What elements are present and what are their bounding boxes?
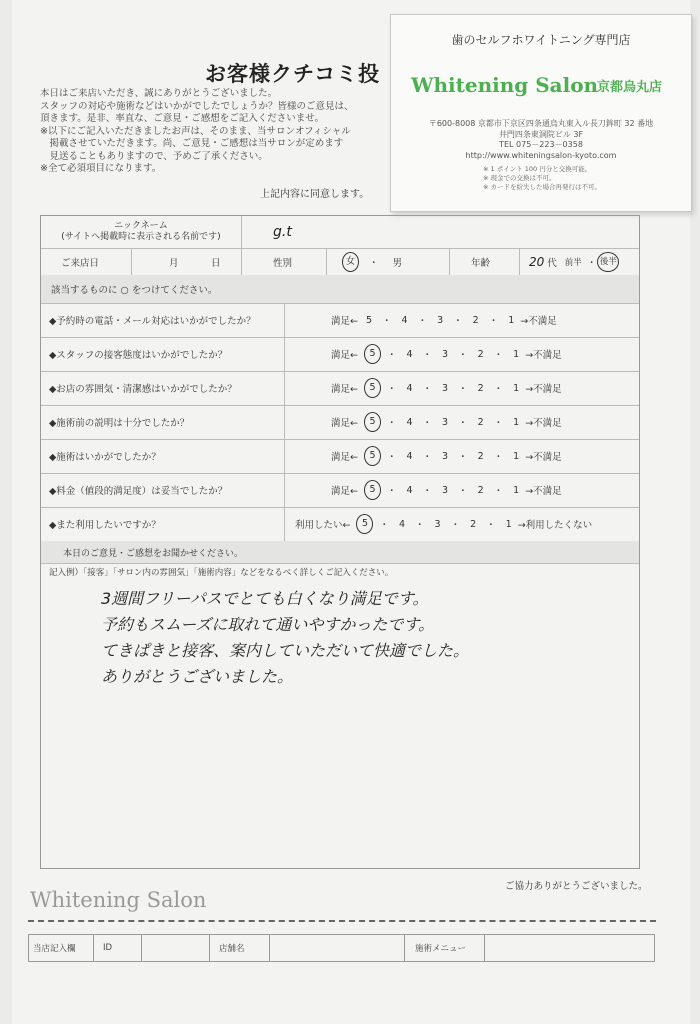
comment-field[interactable] [101, 586, 551, 690]
intro-line: ※以下にご記入いただきましたお声は、そのまま、当サロンオフィシャル [40, 125, 351, 137]
rating-5-selected[interactable]: 5 [364, 446, 381, 466]
dot: ・ [458, 452, 468, 463]
intro-line: 頂きます。是非、率直な、ご意見・ご感想をご記入くださいませ。 [40, 113, 324, 124]
menu-label: 施術メニュー [415, 944, 467, 954]
dot: ・ [458, 350, 468, 361]
dot: ・ [379, 520, 389, 531]
intro-line: 掲載させていただきます。尚、ご意見・ご感想は当サロンが定めます [40, 138, 344, 149]
dot: ・ [486, 520, 496, 531]
dot: ・ [458, 418, 468, 429]
instruction-text: 該当するものに ○ をつけてください。 [51, 285, 218, 296]
dot: ・ [453, 316, 463, 327]
revisit-5-selected[interactable]: 5 [356, 514, 373, 534]
intro-line: ※全て必須項目になります。 [40, 163, 162, 174]
scale-left: 満足← [331, 316, 358, 327]
revisit-row [41, 507, 639, 542]
footer-logo: Whitening Salon [30, 888, 207, 912]
card-address [391, 119, 691, 161]
question-label: ◆施術はいかがでしたか？ [49, 452, 161, 463]
revisit-label: ◆また利用したいですか？ [49, 520, 161, 531]
day-label: 日 [211, 257, 221, 269]
question-row [41, 473, 639, 508]
rating-scale[interactable] [331, 371, 631, 405]
entry-example: 記入例）「接客」「サロン内の雰囲気」「施術内容」などをなるべく詳しくご記入ください。 [49, 568, 394, 578]
rating-4[interactable]: 4 [406, 348, 413, 360]
dot: ・ [422, 384, 433, 395]
rating-5-selected[interactable]: 5 [364, 378, 381, 398]
dot: ・ [386, 350, 397, 361]
dot: ・ [493, 486, 504, 497]
dot: ・ [422, 452, 433, 463]
revisit-4[interactable]: 4 [398, 518, 406, 530]
scale-left: 満足← [331, 452, 358, 463]
revisit-scale[interactable] [295, 507, 592, 541]
staff-entry-table [28, 934, 655, 962]
note-line: ※ 1 ポイント 100 円分と交換可能。 [483, 165, 592, 173]
gender-sep: ・ [369, 257, 379, 269]
gender-options[interactable] [346, 248, 402, 275]
rating-4[interactable]: 4 [406, 382, 413, 394]
dot: ・ [417, 316, 428, 327]
dot: ・ [382, 316, 392, 327]
comment-line: 予約もスムーズに取れて通いやすかったです。 [101, 615, 435, 634]
visit-row [41, 248, 639, 276]
rating-2[interactable]: 2 [477, 382, 484, 394]
store-label: 店舗名 [219, 944, 245, 954]
rating-3[interactable]: 3 [442, 450, 449, 462]
age-value-group[interactable] [529, 248, 615, 275]
rating-4[interactable]: 4 [401, 314, 408, 326]
revisit-left: 利用したい← [295, 520, 351, 531]
comment-line: 3週間フリーパスでとても白くなり満足です。 [101, 589, 429, 608]
scale-left: 満足← [331, 384, 358, 395]
revisit-2[interactable]: 2 [470, 518, 477, 530]
age-early[interactable]: 前半 [564, 257, 582, 268]
question-label: ◆料金（値段的満足度）は妥当でしたか？ [49, 486, 228, 497]
scale-left: 満足← [331, 350, 358, 361]
age-value[interactable]: 20 [529, 254, 545, 269]
rating-1[interactable]: 1 [508, 314, 515, 326]
scale-left: 満足← [331, 486, 358, 497]
dot: ・ [386, 384, 397, 395]
rating-scale[interactable] [331, 439, 631, 473]
rating-2[interactable]: 2 [477, 416, 484, 428]
question-label: ◆施術前の説明は十分でしたか？ [49, 418, 190, 429]
gender-label: 性別 [273, 257, 293, 269]
nickname-sub: (サイトへ掲載時に表示される名前です) [61, 232, 221, 242]
dot: ・ [493, 452, 504, 463]
intro-text [40, 88, 390, 176]
rating-1[interactable]: 1 [513, 416, 520, 428]
comment-line: ありがとうございました。 [101, 667, 294, 686]
dot: ・ [450, 520, 461, 531]
age-sep: ・ [586, 257, 597, 269]
intro-line: 見送ることもありますので、予めご了承ください。 [40, 150, 268, 162]
card-tagline: 歯のセルフホワイトニング専門店 [451, 33, 631, 47]
card-branch: 京都烏丸店 [597, 80, 663, 95]
thanks-text: ご協力ありがとうございました。 [505, 881, 648, 892]
revisit-3[interactable]: 3 [434, 518, 441, 530]
address-line: 〒600-8008 京都市下京区四条通烏丸東入ル長刀鉾町 32 番地 [428, 119, 654, 128]
age-late[interactable]: 後半 [597, 252, 619, 272]
address-line: http://www.whiteningsalon-kyoto.com [465, 150, 617, 160]
question-row [41, 405, 639, 440]
dot: ・ [493, 350, 504, 361]
gender-female[interactable]: 女 [342, 252, 359, 272]
rating-2[interactable]: 2 [472, 314, 479, 326]
dot: ・ [458, 486, 468, 497]
nickname-row [41, 216, 639, 249]
question-row [41, 303, 639, 338]
age-unit: 代 [547, 257, 557, 269]
revisit-1[interactable]: 1 [505, 518, 512, 530]
rating-5-selected[interactable]: 5 [364, 412, 381, 432]
scale-left: 満足← [331, 418, 358, 429]
dot: ・ [422, 486, 433, 497]
scale-right: →不満足 [525, 384, 562, 395]
age-label: 年齢 [471, 257, 491, 269]
question-label: ◆予約時の電話・メール対応はいかがでしたか？ [49, 316, 256, 327]
dot: ・ [386, 486, 397, 497]
rating-scale[interactable] [331, 303, 631, 337]
question-row [41, 439, 639, 474]
id-label: ID [103, 943, 113, 953]
rating-5[interactable]: 5 [365, 314, 373, 326]
question-row [41, 371, 639, 406]
dot: ・ [386, 418, 397, 429]
rating-3[interactable]: 3 [442, 348, 449, 360]
rating-3[interactable]: 3 [442, 382, 449, 394]
question-label: ◆スタッフの接客態度はいかがでしたか？ [49, 350, 228, 361]
dot: ・ [493, 384, 504, 395]
rating-scale[interactable] [331, 405, 631, 439]
nickname-label: ニックネーム [114, 221, 168, 231]
review-form [40, 215, 640, 869]
instruction-row [41, 275, 639, 304]
dot: ・ [386, 452, 397, 463]
card-logo: Whitening Salon [411, 73, 599, 97]
intro-line: スタッフの対応や施術などはいかがでしたでしょうか？皆様のご意見は、 [40, 100, 354, 112]
scale-right: →不満足 [525, 350, 562, 361]
dot: ・ [415, 520, 425, 531]
card-notes [483, 165, 601, 192]
dot: ・ [458, 384, 468, 395]
rating-3[interactable]: 3 [437, 314, 444, 326]
rating-1[interactable]: 1 [513, 348, 520, 360]
scale-right: →不満足 [525, 452, 562, 463]
visit-label: ご来店日 [61, 257, 100, 269]
rating-1[interactable]: 1 [513, 450, 520, 462]
scale-right: →不満足 [525, 418, 562, 429]
address-line: TEL 075－223－0358 [499, 140, 583, 149]
rating-4[interactable]: 4 [406, 416, 413, 428]
note-line: ※ カードを紛失した場合再発行は不可。 [483, 183, 602, 191]
dot: ・ [488, 316, 499, 327]
rating-2[interactable]: 2 [477, 450, 484, 462]
rating-4[interactable]: 4 [406, 484, 413, 496]
rating-2[interactable]: 2 [477, 484, 484, 496]
question-label: ◆お店の雰囲気・清潔感はいかがでしたか？ [49, 384, 237, 395]
rating-scale[interactable] [331, 337, 631, 371]
dot: ・ [493, 418, 504, 429]
opinion-header-row [41, 541, 639, 564]
rating-scale[interactable] [331, 473, 631, 507]
business-card [390, 14, 692, 212]
opinion-label: 本日のご意見・ご感想をお聞かせください。 [63, 548, 244, 559]
rating-2[interactable]: 2 [477, 348, 484, 360]
nickname-label-cell [41, 216, 241, 248]
scale-right: →不満足 [520, 316, 557, 327]
address-line: 井門四条東洞院ビル 3F [498, 129, 584, 139]
intro-line: 本日はご来店いただき、誠にありがとうございました。 [40, 88, 278, 99]
rating-5-selected[interactable]: 5 [364, 480, 381, 500]
scale-right: →不満足 [525, 486, 562, 497]
dot: ・ [422, 350, 433, 361]
cut-line [28, 920, 656, 922]
gender-male[interactable]: 男 [392, 257, 403, 269]
page-title: お客様クチコミ投 [205, 62, 381, 86]
agree-text: 上記内容に同意します。 [260, 189, 370, 200]
staff-label: 当店記入欄 [33, 944, 76, 954]
rating-5-selected[interactable]: 5 [364, 344, 381, 364]
nickname-value[interactable]: g.t [273, 224, 292, 240]
rating-4[interactable]: 4 [406, 450, 413, 462]
revisit-right: →利用したくない [517, 520, 593, 531]
note-line: ※ 現金での交換は不可。 [483, 174, 556, 182]
question-row [41, 337, 639, 372]
rating-3[interactable]: 3 [442, 484, 449, 496]
comment-line: てきぱきと接客、案内していただいて快適でした。 [101, 641, 470, 660]
month-label: 月 [169, 257, 179, 269]
dot: ・ [422, 418, 433, 429]
rating-3[interactable]: 3 [442, 416, 449, 428]
rating-1[interactable]: 1 [513, 484, 520, 496]
rating-1[interactable]: 1 [513, 382, 520, 394]
